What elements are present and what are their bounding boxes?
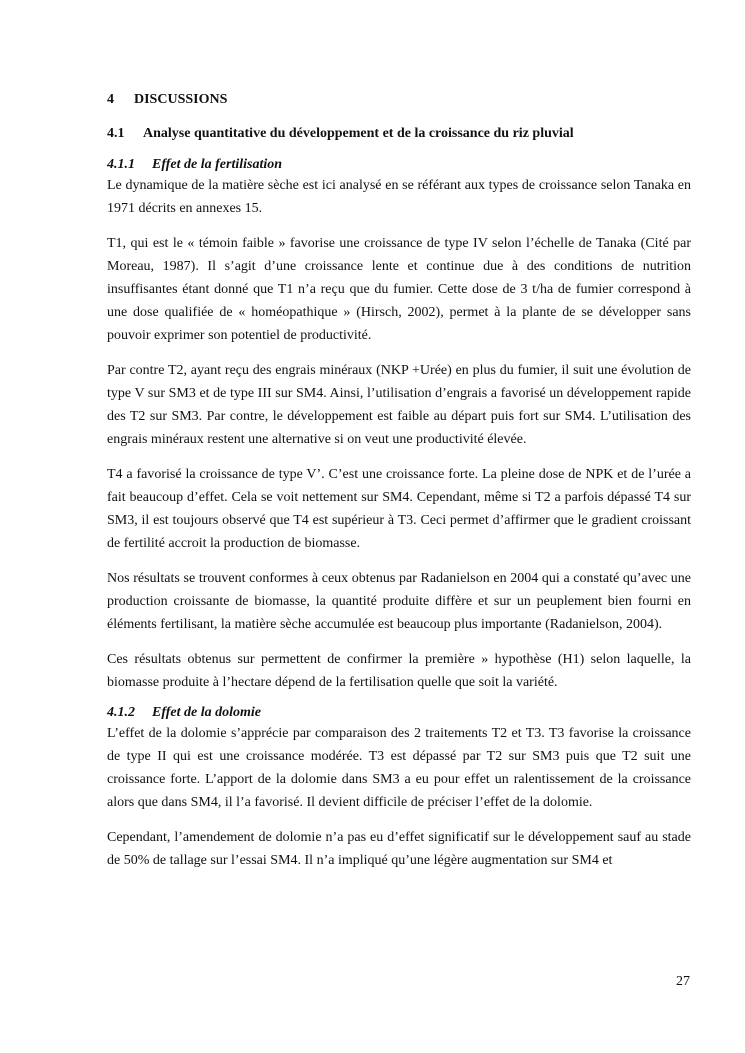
heading-dolomie xyxy=(107,704,691,722)
heading-fertilisation xyxy=(107,156,691,174)
page-body xyxy=(107,90,691,884)
heading-1 xyxy=(107,90,691,110)
paragraph: Le dynamique de la matière sèche est ici analysé en se référant aux types de croissance selon Tanaka en 1971 décrits en annexes 15. xyxy=(107,178,691,216)
page-number: 27 xyxy=(676,974,690,989)
heading-dolomie-number: 4.1.2 xyxy=(107,705,135,720)
paragraph: T1, qui est le « témoin faible » favorise une croissance de type IV selon l’échelle de Tanaka (Cité par Moreau, 1987). Il s’agit d’une croissance lente et continue due à des conditions de nutrition insuffisantes étant donné que T1 n’a reçu que du fumier. Cette dose de 3 t/ha de fumier correspond à une dose qualifiée de « homéopathique » (Hirsch, 2002), permet à la plante de se développer sans pouvoir exprimer son potentiel de productivité. xyxy=(107,236,691,343)
paragraph: Ces résultats obtenus sur permettent de confirmer la première » hypothèse (H1) selon laquelle, la biomasse produite à l’hectare dépend de la fertilisation quelle que soit la variété. xyxy=(107,652,691,690)
paragraph: Cependant, l’amendement de dolomie n’a pas eu d’effet significatif sur le développement sauf au stade de 50% de tallage sur l’essai SM4. Il n’a impliqué qu’une légère augmentation sur SM4 et xyxy=(107,830,691,868)
heading-2-number: 4.1 xyxy=(107,126,125,141)
heading-2 xyxy=(107,124,691,144)
heading-dolomie-title: Effet de la dolomie xyxy=(152,705,261,720)
heading-2-title: Analyse quantitative du développement et de la croissance du riz pluvial xyxy=(143,126,574,141)
heading-1-title: DISCUSSIONS xyxy=(134,92,228,107)
heading-1-number: 4 xyxy=(107,92,114,107)
paragraph: Nos résultats se trouvent conformes à ceux obtenus par Radanielson en 2004 qui a constaté qu’avec une production croissante de biomasse, la quantité produite diffère et sur un peuplement bien fourni en éléments fertilisant, la matière sèche accumulée est beaucoup plus importante (Radanielson, 2004). xyxy=(107,571,691,632)
paragraph: Par contre T2, ayant reçu des engrais minéraux (NKP +Urée) en plus du fumier, il suit une évolution de type V sur SM3 et de type III sur SM4. Ainsi, l’utilisation d’engrais a favorisé un développement rapide des T2 sur SM3. Par contre, le développement est faible au départ puis fort sur SM4. L’utilisation des engrais minéraux restent une alternative si on veut une productivité élevée. xyxy=(107,363,691,447)
paragraph: L’effet de la dolomie s’apprécie par comparaison des 2 traitements T2 et T3. T3 favorise la croissance de type II qui est une croissance modérée. T3 est dépassé par T2 sur SM3 puis que T2 suit une croissance forte. L’apport de la dolomie dans SM3 a eu pour effet un ralentissement de la croissance alors que dans SM4, il l’a favorisé. Il devient difficile de préciser l’effet de la dolomie. xyxy=(107,726,691,810)
heading-fertilisation-title: Effet de la fertilisation xyxy=(152,157,283,172)
heading-fertilisation-number: 4.1.1 xyxy=(107,157,135,172)
paragraph: T4 a favorisé la croissance de type V’. C’est une croissance forte. La pleine dose de NPK et de l’urée a fait beaucoup d’effet. Cela se voit nettement sur SM4. Cependant, même si T2 a parfois dépassé T4 sur SM3, il est toujours observé que T4 est supérieur à T3. Ceci permet d’affirmer que le gradient croissant de fertilité accroit la production de biomasse. xyxy=(107,467,691,551)
